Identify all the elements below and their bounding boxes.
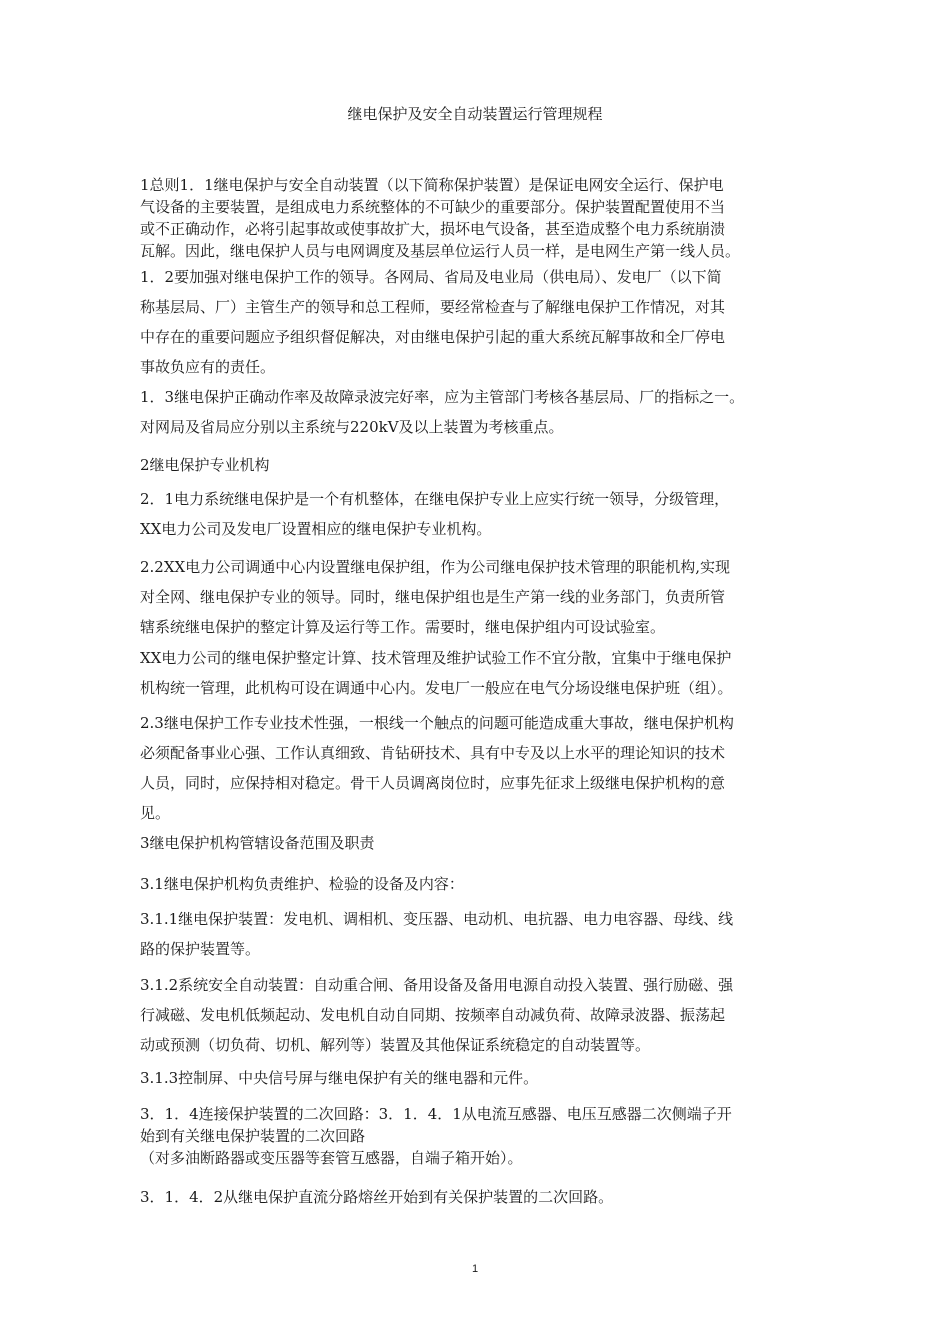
- section-heading-2: [140, 450, 830, 480]
- paragraph-general-1-1: [140, 174, 830, 262]
- paragraph-2-1: [140, 484, 830, 544]
- text-line: 1总则1．1继电保护与安全自动装置（以下简称保护装置）是保证电网安全运行、保护电: [140, 176, 724, 194]
- text-line: 3继电保护机构管辖设备范围及职责: [140, 834, 375, 852]
- text-line: 见。: [140, 804, 171, 822]
- text-line: XX电力公司及发电厂设置相应的继电保护专业机构。: [140, 520, 492, 538]
- text-line: 机构统一管理，此机构可设在调通中心内。发电厂一般应在电气分场设继电保护班（组）。: [140, 679, 733, 697]
- paragraph-3-1-2: [140, 970, 830, 1060]
- text-line: 路的保护装置等。: [140, 940, 261, 958]
- paragraph-3-1-4-2: [140, 1182, 830, 1212]
- paragraph-2-3: [140, 708, 830, 828]
- text-line: 人员，同时，应保持相对稳定。骨干人员调离岗位时，应事先征求上级继电保护机构的意: [140, 774, 726, 792]
- text-line: 1．2要加强对继电保护工作的领导。各网局、省局及电业局（供电局）、发电厂（以下简: [140, 268, 722, 286]
- text-line: 事故负应有的责任。: [140, 358, 276, 376]
- text-line: 3.1.3控制屏、中央信号屏与继电保护有关的继电器和元件。: [140, 1069, 539, 1087]
- text-line: （对多油断路器或变压器等套管互感器，自端子箱开始）。: [140, 1149, 523, 1167]
- paragraph-general-1-3: [140, 382, 830, 442]
- text-line: 3．1．4．2从继电保护直流分路熔丝开始到有关保护装置的二次回路。: [140, 1188, 614, 1206]
- text-line: 中存在的重要问题应予组织督促解决，对由继电保护引起的重大系统瓦解事故和全厂停电: [140, 328, 726, 346]
- text-line: 对网局及省局应分别以主系统与220kV及以上装置为考核重点。: [140, 418, 564, 436]
- page-number: 1: [471, 1263, 479, 1275]
- text-line: 3.1.2系统安全自动装置：自动重合闸、备用设备及备用电源自动投入装置、强行励磁、强: [140, 976, 734, 994]
- document-title: 继电保护及安全自动装置运行管理规程: [347, 105, 603, 123]
- text-line: 1．3继电保护正确动作率及故障录波完好率，应为主管部门考核各基层局、厂的指标之一。: [140, 388, 745, 406]
- text-line: 始到有关继电保护装置的二次回路: [140, 1127, 366, 1145]
- text-line: 3.1继电保护机构负责维护、检验的设备及内容：: [140, 875, 464, 893]
- paragraph-2-2: [140, 552, 830, 642]
- text-line: 辖系统继电保护的整定计算及运行等工作。需要时，继电保护组内可设试验室。: [140, 618, 666, 636]
- text-line: 2．1电力系统继电保护是一个有机整体，在继电保护专业上应实行统一领导，分级管理，: [140, 490, 730, 508]
- text-line: 行减磁、发电机低频起动、发电机自动自同期、按频率自动减负荷、故障录波器、振荡起: [140, 1006, 726, 1024]
- paragraph-2-2-continued: [140, 643, 830, 703]
- text-line: XX电力公司的继电保护整定计算、技术管理及维护试验工作不宜分散，宜集中于继电保护: [140, 649, 732, 667]
- text-line: 称基层局、厂）主管生产的领导和总工程师，要经常检查与了解继电保护工作情况，对其: [140, 298, 726, 316]
- text-line: 动或预测（切负荷、切机、解列等）装置及其他保证系统稳定的自动装置等。: [140, 1036, 651, 1054]
- paragraph-3-1-1: [140, 904, 830, 964]
- text-line: 必须配备事业心强、工作认真细致、肯钻研技术、具有中专及以上水平的理论知识的技术: [140, 744, 726, 762]
- text-line: 气设备的主要装置，是组成电力系统整体的不可缺少的重要部分。保护装置配置使用不当: [140, 198, 726, 216]
- text-line: 2.2XX电力公司调通中心内设置继电保护组，作为公司继电保护技术管理的职能机构,实现: [140, 558, 730, 576]
- text-line: 瓦解。因此，继电保护人员与电网调度及基层单位运行人员一样，是电网生产第一线人员。: [140, 242, 741, 260]
- paragraph-3-1: [140, 869, 830, 899]
- text-line: 对全网、继电保护专业的领导。同时，继电保护组也是生产第一线的业务部门，负责所管: [140, 588, 726, 606]
- paragraph-general-1-2: [140, 262, 830, 382]
- text-line: 2.3继电保护工作专业技术性强，一根线一个触点的问题可能造成重大事故，继电保护机构: [140, 714, 734, 732]
- paragraph-3-1-4: [140, 1103, 830, 1169]
- text-line: 2继电保护专业机构: [140, 456, 270, 474]
- section-heading-3: [140, 828, 830, 858]
- text-line: 3．1．4连接保护装置的二次回路：3．1．4．1从电流互感器、电压互感器二次侧端子开: [140, 1105, 732, 1123]
- text-line: 3.1.1继电保护装置：发电机、调相机、变压器、电动机、电抗器、电力电容器、母线、线: [140, 910, 734, 928]
- text-line: 或不正确动作，必将引起事故或使事故扩大，损坏电气设备，甚至造成整个电力系统崩溃: [140, 220, 726, 238]
- paragraph-3-1-3: [140, 1063, 830, 1093]
